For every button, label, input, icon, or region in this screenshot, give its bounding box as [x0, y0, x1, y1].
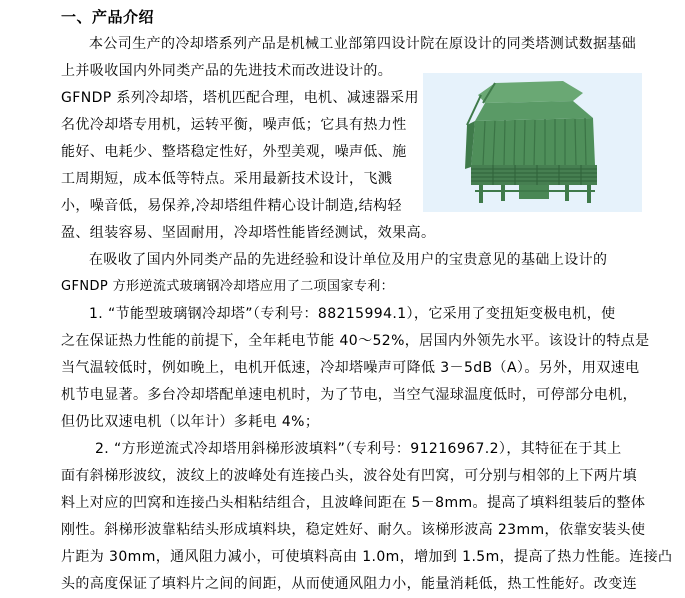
patent1-line-4: 机节电显著。多台冷却塔配单速电机时，为了节电，当空气湿球温度低时，可停部分电机， — [61, 387, 637, 403]
patent2-line-4: 刚性。斜梯形波靠粘结头形成填料块，稳定姓好、耐久。该梯形波高 23mm，依靠安装头使 — [61, 522, 646, 538]
features-line-4: 工周期短，成本低等特点。采用最新技术设计，飞溅 — [61, 171, 393, 187]
features-line-1: GFNDP 系列冷却塔，塔机匹配合理，电机、减速器采用 — [61, 90, 419, 106]
intro-line-2: 上并吸收国内外同类产品的先进技术而改进设计的。 — [61, 63, 393, 79]
patent1-line-3: 当气温较低时，例如晚上，电机开低速，冷却塔噪声可降低 3－5dB（A）。另外，用双速电 — [61, 360, 640, 376]
patent2-line-2: 面有斜梯形波纹，波纹上的波峰处有连接凸头，波谷处有凹窝，可分别与相邻的上下两片填 — [61, 468, 637, 484]
features-line-3: 能好、电耗少、整塔稳定性好，外型美观，噪声低、施 — [61, 144, 407, 160]
patent1-line-1: 1. “节能型玻璃钢冷却塔”（专利号：88215994.1），它采用了变扭矩变极电机，使 — [89, 306, 616, 322]
cooling-tower-image — [423, 73, 642, 212]
features-line-6: 盈、组装容易、坚固耐用，冷却塔性能皆经测试，效果高。 — [61, 225, 436, 241]
cooling-tower-icon — [423, 73, 642, 212]
patents-intro-line-2: GFNDP 方形逆流式玻璃钢冷却塔应用了二项国家专利： — [61, 279, 395, 294]
features-line-2: 名优冷却塔专用机，运转平衡，噪声低；它具有热力性 — [61, 117, 407, 133]
section-heading: 一、产品介绍 — [61, 8, 155, 26]
patent2-line-1: 2. “方形逆流式冷却塔用斜梯形波填料”（专利号：91216967.2），其特征在于其上 — [95, 441, 622, 457]
patent2-line-6: 头的高度保证了填料片之间的间距，从而使通风阻力小，能量消耗低，热工性能好。改变连 — [61, 576, 637, 592]
patent2-line-5: 片距为 30mm，通风阻力减小，可使填料高由 1.0m，增加到 1.5m，提高了热力性能。连接凸 — [61, 549, 673, 565]
patent2-line-3: 料上对应的凹窝和连接凸头相粘结组合，且波峰间距在 5－8mm。提高了填料组装后的整体 — [61, 495, 646, 511]
intro-line-1: 本公司生产的冷却塔系列产品是机械工业部第四设计院在原设计的同类塔测试数据基础 — [89, 36, 637, 52]
features-line-5: 小，噪音低，易保养,冷却塔组件精心设计制造,结构轻 — [61, 198, 402, 214]
patent1-line-2: 之在保证热力性能的前提下，全年耗电节能 40～52%，居国内外领先水平。该设计的特点是 — [61, 333, 650, 349]
patent1-line-5: 但仍比双速电机（以年计）多耗电 4%； — [61, 414, 320, 430]
patents-intro-line-1: 在吸收了国内外同类产品的先进经验和设计单位及用户的宝贵意见的基础上设计的 — [89, 252, 608, 268]
